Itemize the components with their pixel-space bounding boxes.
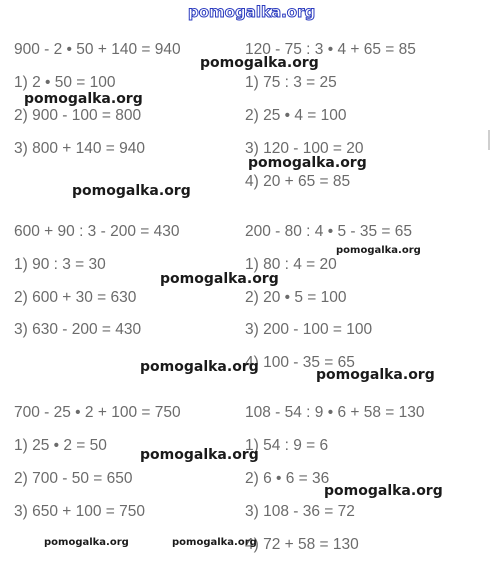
problem-4-step-4: 4) 100 - 35 = 65 (245, 354, 355, 371)
problem-6-step-3: 3) 108 - 36 = 72 (245, 503, 355, 520)
problem-1-step-2: 2) 900 - 100 = 800 (14, 107, 142, 124)
problem-6-step-1: 1) 54 : 9 = 6 (245, 437, 329, 454)
problem-4-expression: 200 - 80 : 4 • 5 - 35 = 65 (245, 223, 412, 240)
problem-5-step-2: 2) 700 - 50 = 650 (14, 470, 133, 487)
problem-6-step-4: 4) 72 + 58 = 130 (245, 536, 359, 553)
problem-1-step-3: 3) 800 + 140 = 940 (14, 140, 146, 157)
problem-4-step-2: 2) 20 • 5 = 100 (245, 289, 347, 306)
watermark: pomogalka.org (324, 483, 443, 499)
watermark: pomogalka.org (336, 245, 421, 256)
problem-3-expression: 600 + 90 : 3 - 200 = 430 (14, 223, 180, 240)
header-watermark: pomogalka.org (188, 3, 316, 21)
problem-2-step-3: 3) 120 - 100 = 20 (245, 140, 364, 157)
watermark: pomogalka.org (24, 91, 143, 107)
problem-4-step-1: 1) 80 : 4 = 20 (245, 256, 337, 273)
problem-2-step-2: 2) 25 • 4 = 100 (245, 107, 347, 124)
watermark: pomogalka.org (172, 537, 257, 548)
watermark: pomogalka.org (72, 183, 191, 199)
problem-1-step-1: 1) 2 • 50 = 100 (14, 74, 116, 91)
watermark: pomogalka.org (44, 537, 129, 548)
watermark: pomogalka.org (140, 447, 259, 463)
problem-5-expression: 700 - 25 • 2 + 100 = 750 (14, 404, 181, 421)
watermark: pomogalka.org (200, 55, 319, 71)
watermark: pomogalka.org (160, 271, 279, 287)
problem-6-expression: 108 - 54 : 9 • 6 + 58 = 130 (245, 404, 425, 421)
problem-3-step-2: 2) 600 + 30 = 630 (14, 289, 137, 306)
watermark: pomogalka.org (316, 367, 435, 383)
problem-2-step-1: 1) 75 : 3 = 25 (245, 74, 337, 91)
problem-6-step-2: 2) 6 • 6 = 36 (245, 470, 330, 487)
problem-5-step-3: 3) 650 + 100 = 750 (14, 503, 146, 520)
watermark: pomogalka.org (248, 155, 367, 171)
watermark: pomogalka.org (140, 359, 259, 375)
problem-4-step-3: 3) 200 - 100 = 100 (245, 321, 373, 338)
problem-2-step-4: 4) 20 + 65 = 85 (245, 173, 351, 190)
problem-3-step-1: 1) 90 : 3 = 30 (14, 256, 106, 273)
problem-2-expression: 120 - 75 : 3 • 4 + 65 = 85 (245, 41, 416, 58)
problem-3-step-3: 3) 630 - 200 = 430 (14, 321, 142, 338)
problem-1-expression: 900 - 2 • 50 + 140 = 940 (14, 41, 181, 58)
problem-5-step-1: 1) 25 • 2 = 50 (14, 437, 107, 454)
